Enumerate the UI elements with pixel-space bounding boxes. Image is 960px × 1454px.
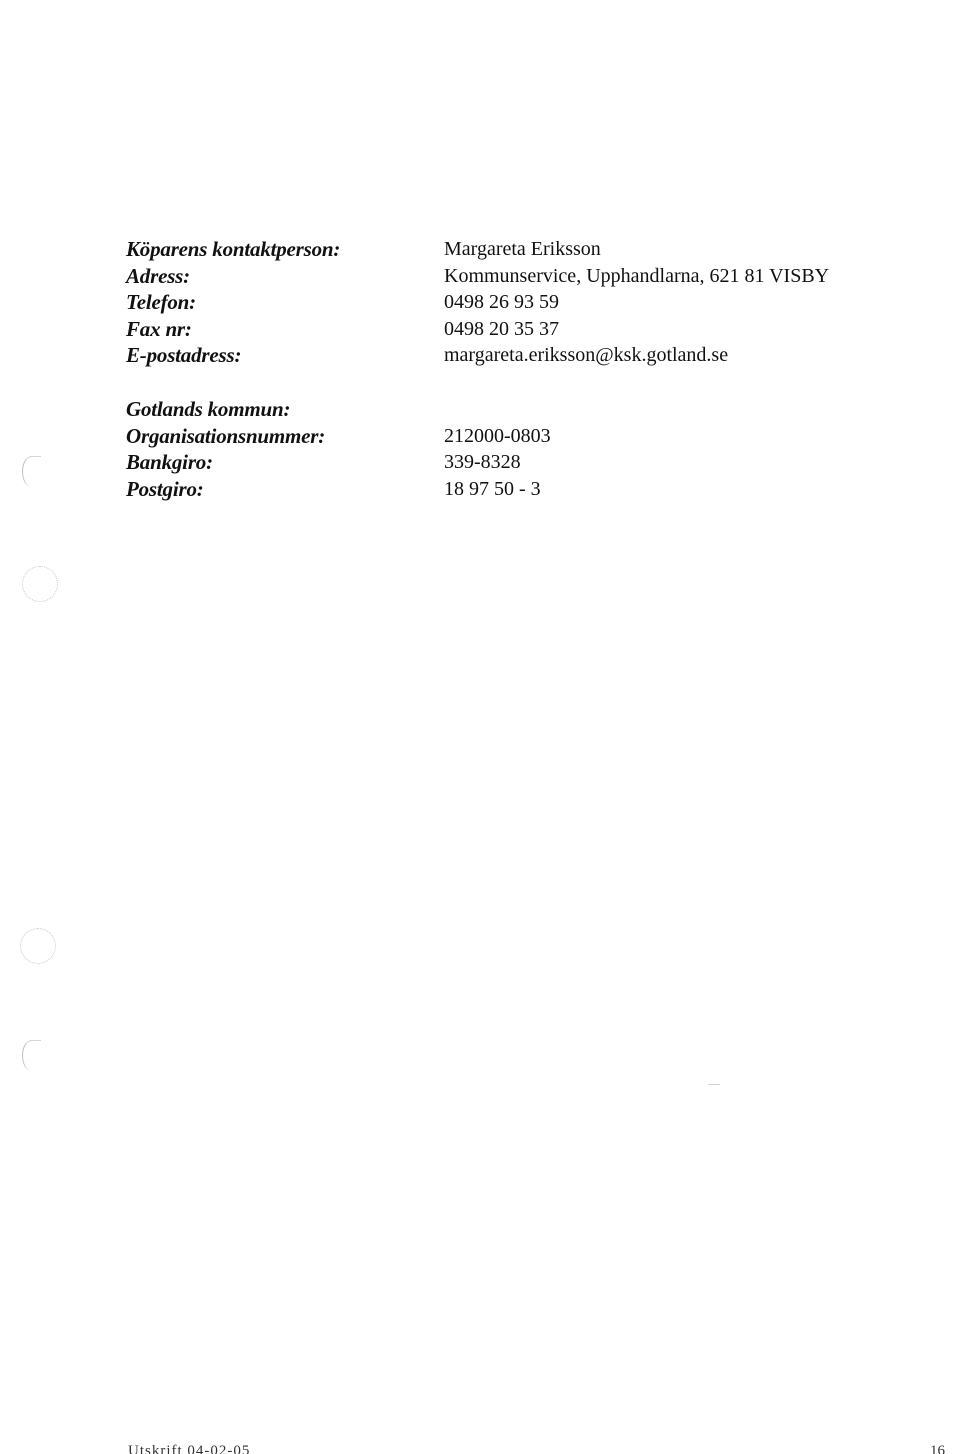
contact-person-value: Margareta Eriksson (444, 238, 601, 260)
address-value: Kommunservice, Upphandlarna, 621 81 VISBY (444, 264, 830, 287)
scan-margin-mark (22, 1040, 41, 1071)
scan-margin-mark (22, 456, 41, 487)
municipality-section (126, 396, 926, 502)
bankgiro-label: Bankgiro: (126, 450, 213, 474)
phone-row (126, 289, 926, 316)
fax-value: 0498 20 35 37 (444, 317, 559, 340)
buyer-contact-section (126, 236, 926, 369)
fax-row (126, 316, 926, 343)
scan-speck (708, 1084, 720, 1085)
postgiro-label: Postgiro: (126, 476, 204, 501)
phone-label: Telefon: (126, 290, 196, 314)
org-number-label: Organisationsnummer: (126, 423, 326, 448)
page-number-footer: 16 (930, 1443, 945, 1454)
phone-value: 0498 26 93 59 (444, 291, 559, 313)
fax-label: Fax nr: (126, 316, 192, 341)
municipality-name-row (126, 396, 926, 423)
bankgiro-value: 339-8328 (444, 451, 521, 473)
print-date-footer: Utskrift 04-02-05 (128, 1443, 251, 1454)
address-row (126, 263, 926, 290)
email-label: E-postadress: (126, 343, 242, 367)
bankgiro-row (126, 449, 926, 476)
org-number-value: 212000-0803 (444, 424, 551, 447)
postgiro-row (126, 476, 926, 503)
punch-hole-mark (22, 566, 58, 602)
address-label: Adress: (126, 263, 190, 288)
contact-person-label: Köparens kontaktperson: (126, 237, 341, 261)
email-row (126, 342, 926, 369)
municipality-name-label: Gotlands kommun: (126, 397, 291, 421)
punch-hole-mark (20, 928, 56, 964)
email-value: margareta.eriksson@ksk.gotland.se (444, 344, 729, 366)
contact-person-row (126, 236, 926, 263)
org-number-row (126, 423, 926, 450)
postgiro-value: 18 97 50 - 3 (444, 477, 541, 500)
